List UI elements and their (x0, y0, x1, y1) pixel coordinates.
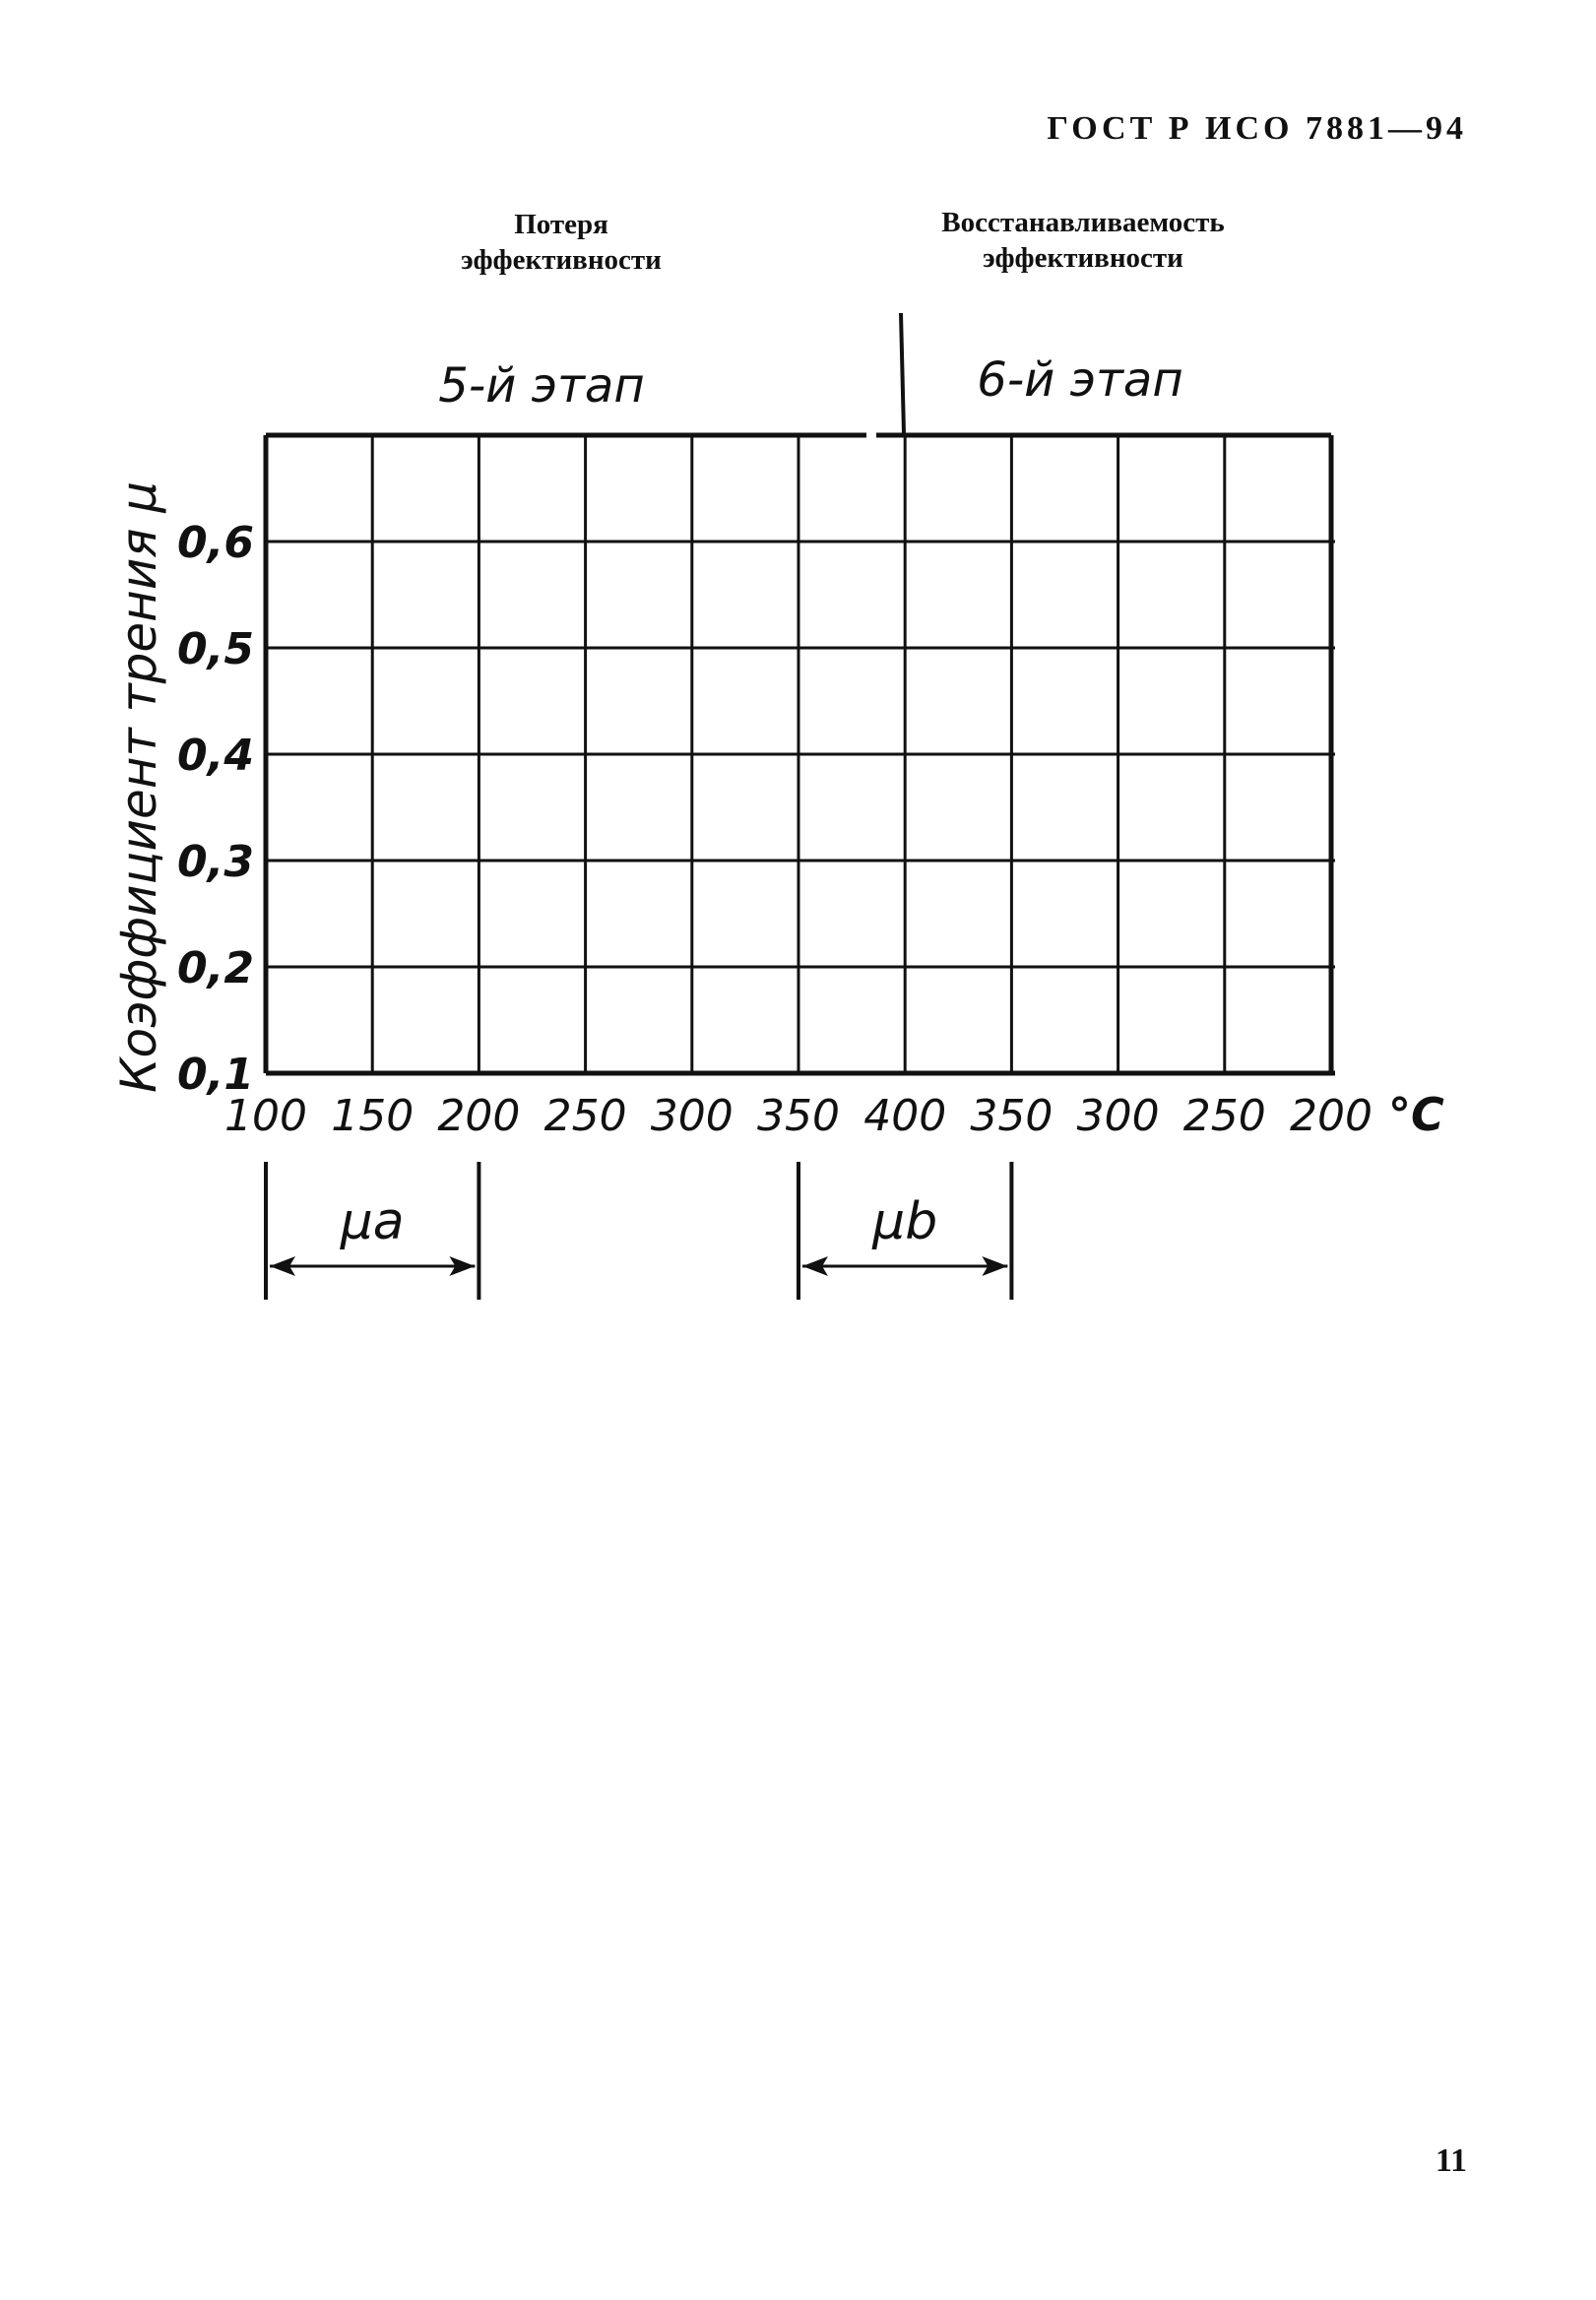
stage-label-5: 5-й этап (438, 358, 645, 414)
document-header: ГОСТ Р ИСО 7881—94 (1047, 110, 1467, 147)
x-tick-label: 200 (1290, 1091, 1373, 1141)
section-title-recovery-line2: эффективности (983, 242, 1183, 274)
y-tick-labels (177, 518, 254, 1100)
section-title-recovery-line1: Восстанавливаемость (941, 207, 1225, 238)
y-tick-label: 0,1 (177, 1050, 254, 1100)
section-title-loss-line1: Потеря (514, 209, 608, 240)
stage-divider (901, 313, 904, 433)
interval-markers (266, 1162, 1011, 1300)
x-tick-label: 350 (970, 1091, 1053, 1141)
x-tick-label: 150 (331, 1091, 415, 1141)
x-tick-label: 400 (863, 1091, 947, 1141)
y-axis-title: Коэффициент трения μ (110, 480, 167, 1093)
x-tick-labels (224, 1091, 1373, 1141)
y-tick-label: 0,3 (177, 837, 254, 887)
y-tick-label: 0,6 (177, 518, 254, 568)
y-tick-label: 0,4 (177, 731, 254, 781)
chart-grid (266, 435, 1335, 1073)
interval-label: μb (872, 1192, 938, 1251)
x-tick-label: 300 (650, 1091, 734, 1141)
stage-label-6: 6-й этап (977, 352, 1183, 408)
x-tick-label: 100 (224, 1091, 307, 1141)
y-tick-label: 0,5 (177, 624, 254, 674)
interval-label: μa (340, 1192, 405, 1251)
x-tick-label: 200 (437, 1091, 521, 1141)
section-title-loss-line2: эффективности (461, 244, 662, 276)
page-number: 11 (1435, 2142, 1467, 2179)
x-axis-unit: °C (1388, 1088, 1444, 1141)
x-tick-label: 300 (1076, 1091, 1160, 1141)
x-tick-label: 250 (543, 1091, 627, 1141)
x-tick-label: 350 (757, 1091, 840, 1141)
y-tick-label: 0,2 (177, 943, 254, 993)
x-tick-label: 250 (1182, 1091, 1266, 1141)
